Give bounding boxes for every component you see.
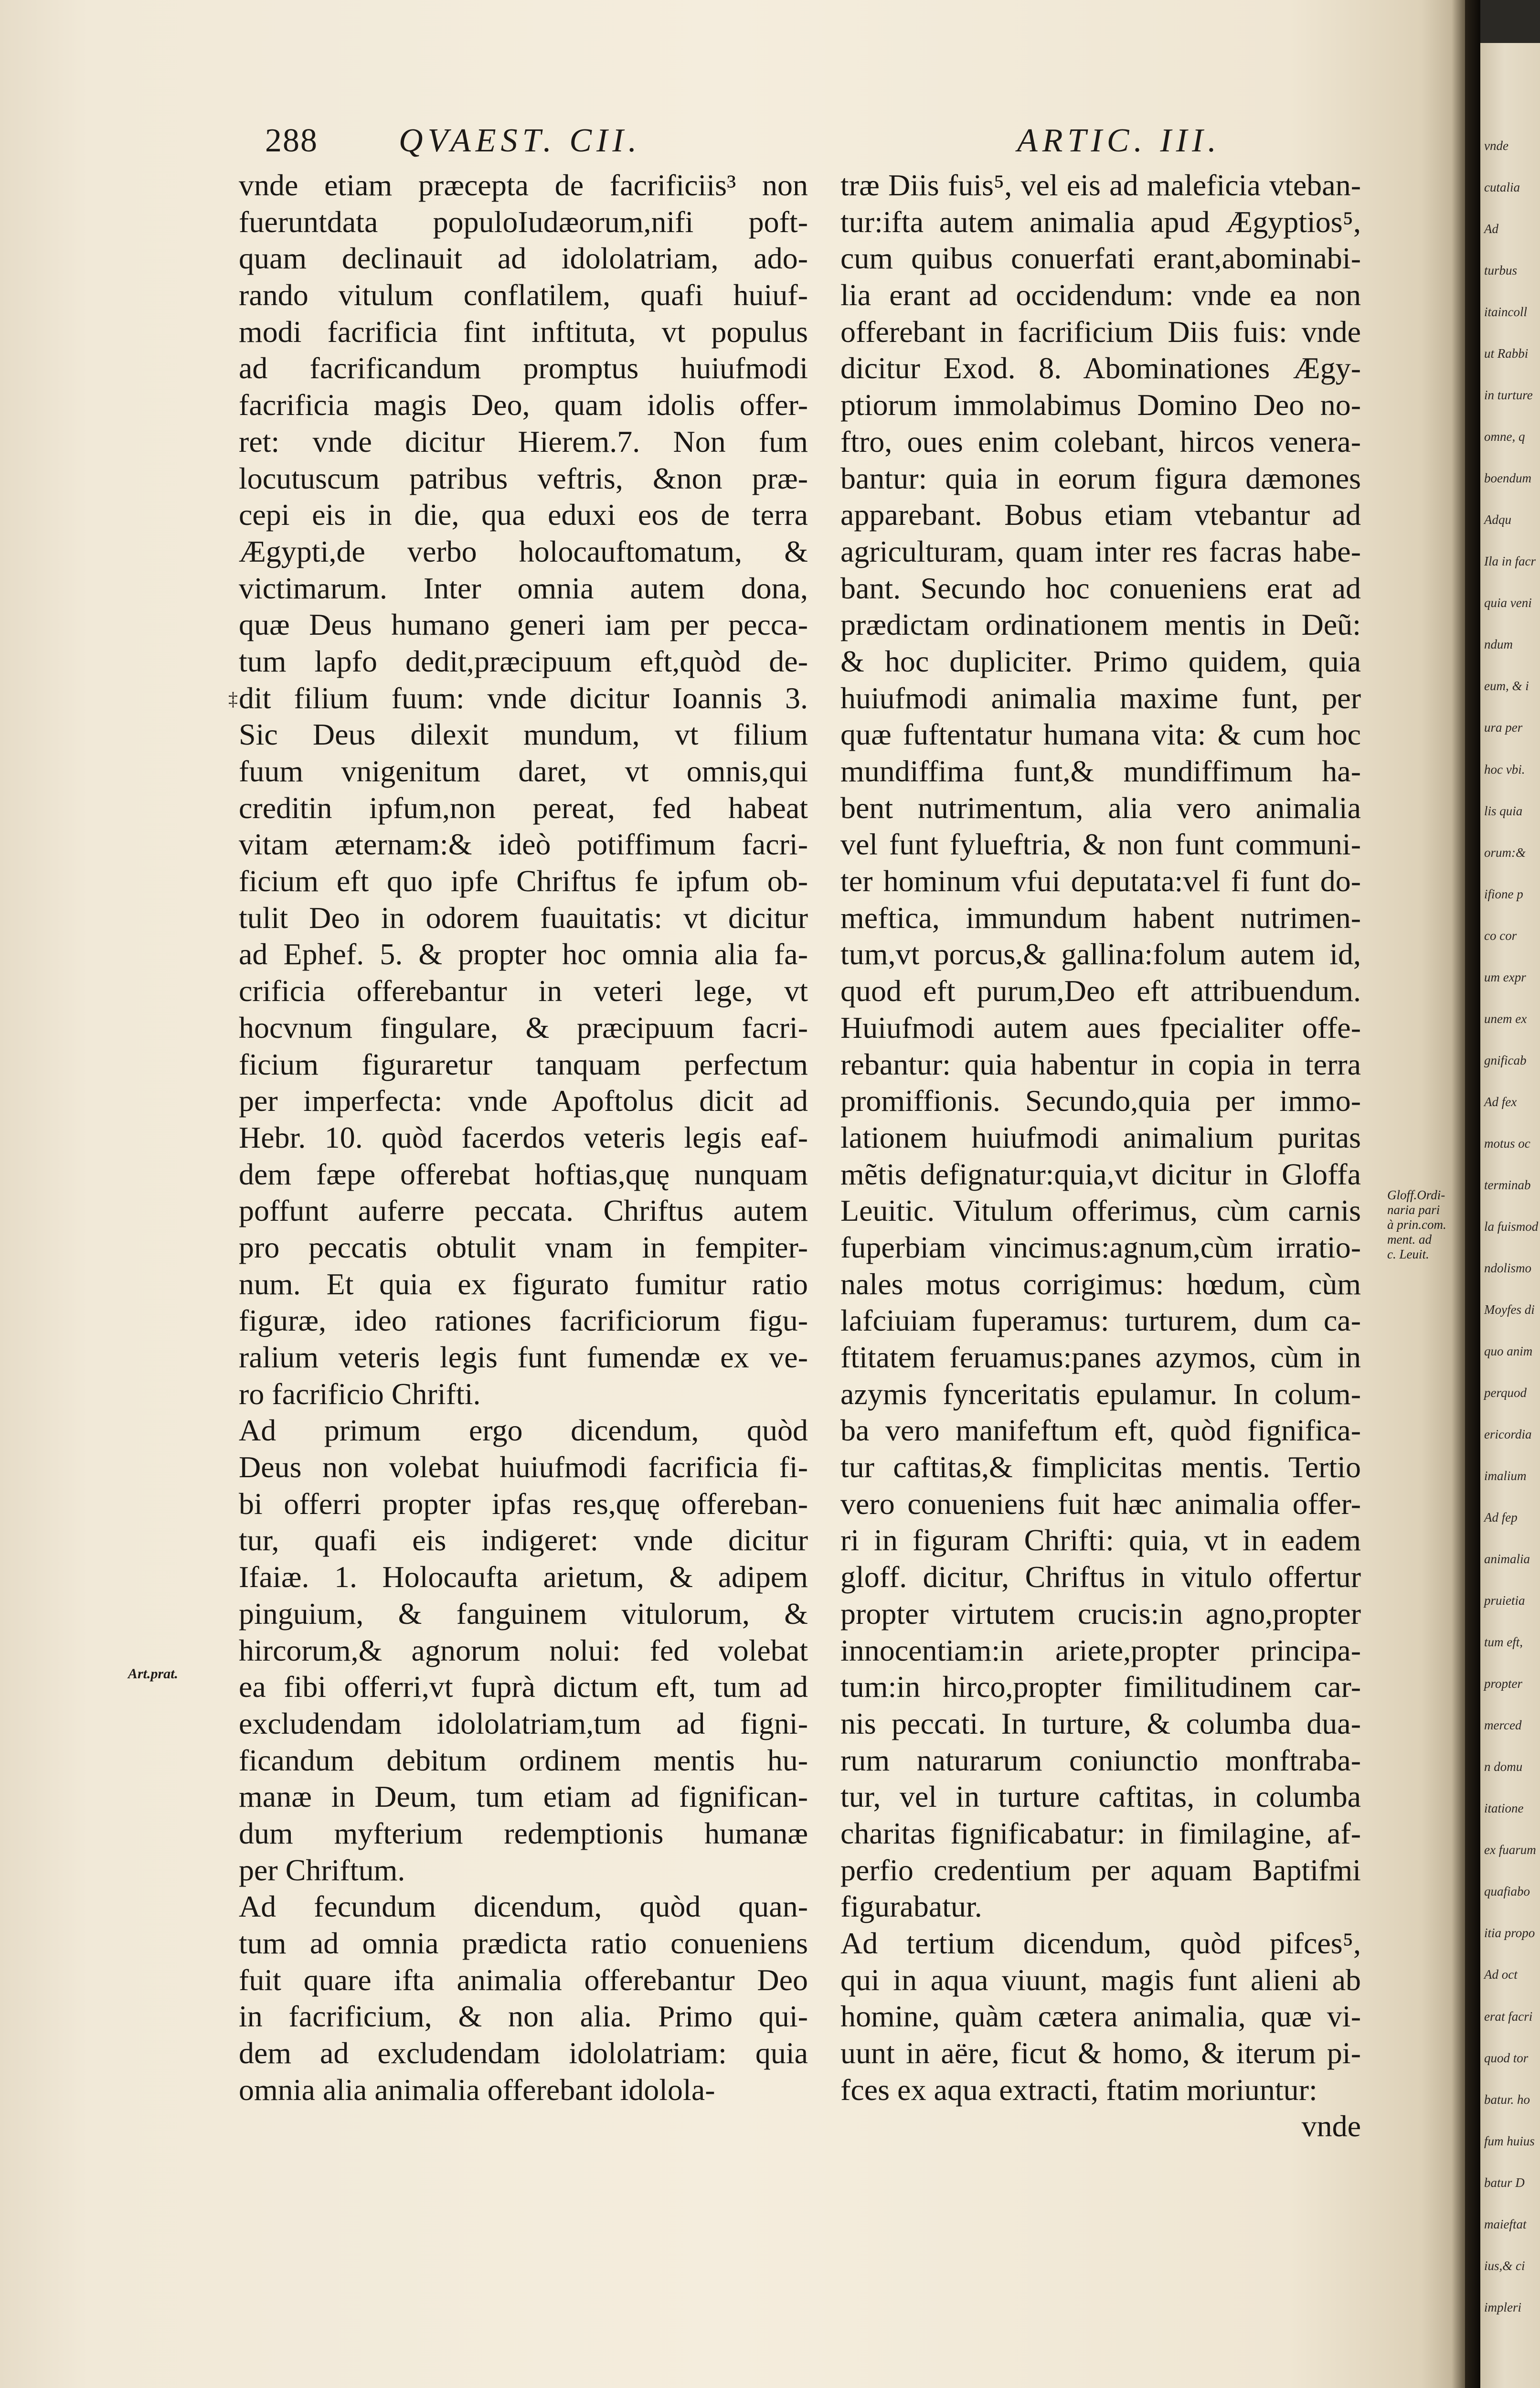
text-line: dem fæpe offerebat hoftias,quę nunquam xyxy=(239,1157,808,1191)
neighbor-page-fragment: in turture xyxy=(1484,388,1533,402)
text-line: mẽtis defignatur:quia,vt dicitur in Gloffa xyxy=(840,1157,1361,1191)
margin-note-gloss xyxy=(1387,1188,1446,1262)
text-line: perfio credentium per aquam Baptifmi xyxy=(840,1853,1361,1887)
text-line: lafciuiam fuperamus: turturem, dum ca- xyxy=(840,1303,1361,1338)
text-line: quæ Deus humano generi iam per pecca- xyxy=(239,608,808,642)
text-column-right xyxy=(840,167,1361,2145)
neighbor-page-fragment: Ad xyxy=(1484,222,1498,236)
text-line: fuit quare ifta animalia offerebantur Deo xyxy=(239,1962,808,1997)
text-line: ret: vnde dicitur Hierem.7. Non fum xyxy=(239,424,808,458)
neighbor-page-fragment: quo anim xyxy=(1484,1344,1533,1358)
neighbor-page-fragment: eum, & i xyxy=(1484,679,1529,693)
text-line: rebantur: quia habentur in copia in terra xyxy=(840,1047,1361,1081)
text-line: pinguium, & fanguinem vitulorum, & xyxy=(239,1596,808,1631)
neighbor-page-fragment: itatione xyxy=(1484,1801,1524,1815)
neighbor-page-fragment: tum eft, xyxy=(1484,1635,1523,1649)
neighbor-page-fragment: Adqu xyxy=(1484,512,1511,527)
text-line: dum myfterium redemptionis humanæ xyxy=(239,1816,808,1850)
text-line: hocvnum fingulare, & præcipuum facri- xyxy=(239,1010,808,1045)
neighbor-page-fragment: maieftat xyxy=(1484,2217,1527,2231)
neighbor-page-fragment: cutalia xyxy=(1484,180,1520,194)
neighbor-page-fragment: ndum xyxy=(1484,637,1513,651)
neighbor-page-fragment: unem ex xyxy=(1484,1012,1527,1026)
text-line: ea fibi offerri,vt fuprà dictum eft, tum ad xyxy=(239,1670,808,1704)
neighbor-page-fragment: imalium xyxy=(1484,1469,1527,1483)
neighbor-page-edge xyxy=(1480,43,1540,2388)
text-line: azymis fynceritatis epulamur. In colum- xyxy=(840,1376,1361,1411)
text-line: dicitur Exod. 8. Abominationes Ægy- xyxy=(840,351,1361,385)
margin-note-line: ment. ad xyxy=(1387,1232,1432,1247)
text-line: promiffionis. Secundo,quia per immo- xyxy=(840,1084,1361,1118)
text-line: fuperbiam vincimus:agnum,cùm irratio- xyxy=(840,1230,1361,1264)
neighbor-page-fragment: orum:& xyxy=(1484,845,1526,860)
text-line: num. Et quia ex figurato fumitur ratio xyxy=(239,1267,808,1301)
neighbor-page-fragment: ura per xyxy=(1484,720,1523,735)
text-line: per imperfecta: vnde Apoftolus dicit ad xyxy=(239,1084,808,1118)
text-line: fuum vnigenitum daret, vt omnis,qui xyxy=(239,754,808,788)
text-line: facrificia magis Deo, quam idolis offer- xyxy=(239,388,808,422)
dagger-mark-icon: ‡ xyxy=(228,688,238,710)
neighbor-page-fragment: impleri xyxy=(1484,2300,1521,2314)
text-line: nis peccati. In turture, & columba dua- xyxy=(840,1706,1361,1740)
text-line: charitas fignificabatur: in fimilagine, af- xyxy=(840,1816,1361,1850)
margin-note-left: Art.prat. xyxy=(128,1666,179,1682)
neighbor-page-fragment: lis quia xyxy=(1484,804,1523,818)
neighbor-page-fragment: ndolismo xyxy=(1484,1261,1532,1275)
text-line: huiufmodi animalia maxime funt, per xyxy=(840,681,1361,715)
text-line: tum lapfo dedit,præcipuum eft,quòd de- xyxy=(239,644,808,678)
neighbor-page-fragment: batur D xyxy=(1484,2175,1525,2190)
text-line: dem ad excludendam idololatriam: quia xyxy=(239,2036,808,2070)
text-line: Ad primum ergo dicendum, quòd xyxy=(239,1413,808,1448)
text-line: rum naturarum coniunctio monftraba- xyxy=(840,1743,1361,1777)
text-line: prædictam ordinationem mentis in Deũ: xyxy=(840,608,1361,642)
text-line: lia erant ad occidendum: vnde ea non xyxy=(840,278,1361,312)
neighbor-page-fragment: terminab xyxy=(1484,1178,1531,1192)
text-line: lationem huiufmodi animalium puritas xyxy=(840,1120,1361,1154)
text-line: tur:ifta autem animalia apud Ægyptios⁵, xyxy=(840,204,1361,239)
text-line: Ifaiæ. 1. Holocaufta arietum, & adipem xyxy=(239,1560,808,1594)
neighbor-page-fragment: ifione p xyxy=(1484,887,1523,901)
text-line: tur caftitas,& fimplicitas mentis. Tertio xyxy=(840,1450,1361,1484)
text-line: homine, quàm cætera animalia, quæ vi- xyxy=(840,1999,1361,2034)
text-line: bi offerri propter ipfas res,quę offereban- xyxy=(239,1486,808,1521)
neighbor-page-fragment: batur. ho xyxy=(1484,2092,1530,2107)
text-line: poffunt auferre peccata. Chriftus autem xyxy=(239,1194,808,1228)
text-line: apparebant. Bobus etiam vtebantur ad xyxy=(840,498,1361,532)
text-line: quæ fuftentatur humana vita: & cum hoc xyxy=(840,717,1361,752)
running-head-left: QVAEST. CII. xyxy=(399,122,642,159)
neighbor-page-fragment: itia propo xyxy=(1484,1926,1535,1940)
text-line: meftica, immundum habent nutrimen- xyxy=(840,900,1361,935)
neighbor-page-fragment: merced xyxy=(1484,1718,1522,1732)
margin-note-line: Gloff.Ordi- xyxy=(1387,1188,1445,1202)
text-line: creditin ipfum,non pereat, fed habeat xyxy=(239,790,808,825)
neighbor-page-fragment: ex fuarum xyxy=(1484,1843,1536,1857)
neighbor-page-fragment: Moyfes di xyxy=(1484,1302,1535,1317)
neighbor-page-fragment: Ila in facr xyxy=(1484,554,1536,568)
neighbor-page-fragment: pruietia xyxy=(1484,1593,1525,1608)
text-line: rando vitulum conflatilem, quafi huiuf- xyxy=(239,278,808,312)
text-line: vnde etiam præcepta de facrificiis³ non xyxy=(239,168,808,202)
neighbor-page-fragment: quia veni xyxy=(1484,596,1532,610)
neighbor-page-fragment: ut Rabbi xyxy=(1484,346,1529,361)
neighbor-page-fragment: propter xyxy=(1484,1676,1522,1691)
text-line: fueruntdata populoIudæorum,nifi poft- xyxy=(239,204,808,239)
text-line: dit filium fuum: vnde dicitur Ioannis 3. xyxy=(239,681,808,715)
page-number: 288 xyxy=(265,122,318,159)
text-line: excludendam idololatriam,tum ad figni- xyxy=(239,1706,808,1740)
text-line: vel funt fylueftria, & non funt communi- xyxy=(840,827,1361,862)
text-line: pro peccatis obtulit vnam in fempiter- xyxy=(239,1230,808,1264)
text-line: ralium veteris legis funt fumendæ ex ve- xyxy=(239,1340,808,1374)
text-line: tur, vel in turture caftitas, in columba xyxy=(840,1780,1361,1814)
text-line: tulit Deo in odorem fuauitatis: vt dicitur xyxy=(239,900,808,935)
text-line: gloff. dicitur, Chriftus in vitulo offertur xyxy=(840,1560,1361,1594)
text-line: bant. Secundo hoc conueniens erat ad xyxy=(840,571,1361,605)
neighbor-page-fragment: omne, q xyxy=(1484,429,1525,444)
text-line: ro facrificio Chrifti. xyxy=(239,1376,481,1411)
text-line: ftitatem feruamus:panes azymos, cùm in xyxy=(840,1340,1361,1374)
text-line: Ægypti,de verbo holocauftomatum, & xyxy=(239,534,808,568)
text-line: agriculturam, quam inter res facras habe- xyxy=(840,534,1361,568)
text-line: ter hominum vfui deputata:vel fi funt do- xyxy=(840,864,1361,898)
neighbor-page-fragment: um expr xyxy=(1484,970,1526,984)
text-line: Huiufmodi autem aues fpecialiter offe- xyxy=(840,1010,1361,1045)
text-line: in facrificium, & non alia. Primo qui- xyxy=(239,1999,808,2034)
text-line: per Chriftum. xyxy=(239,1853,405,1887)
neighbor-page-fragment: turbus xyxy=(1484,263,1518,277)
neighbor-page-fragment: Ad fep xyxy=(1484,1510,1518,1524)
neighbor-page-fragment: quod tor xyxy=(1484,2051,1529,2065)
text-line: ri in figuram Chrifti: quia, vt in eadem xyxy=(840,1523,1361,1557)
text-line: cepi eis in die, qua eduxi eos de terra xyxy=(239,498,808,532)
text-line: ficium figuraretur tanquam perfectum xyxy=(239,1047,808,1081)
neighbor-page-fragment: quafiabo xyxy=(1484,1884,1530,1898)
text-line: omnia alia animalia offerebant idolola- xyxy=(239,2072,715,2107)
neighbor-page-fragment: co cor xyxy=(1484,928,1517,943)
text-line: offerebant in facrificium Diis fuis: vnde xyxy=(840,314,1361,349)
margin-note-line: naria pari xyxy=(1387,1203,1440,1217)
text-line: cum quibus conuerfati erant,abominabi- xyxy=(840,241,1361,276)
text-line: fces ex aqua extracti, ftatim moriuntur: xyxy=(840,2072,1317,2107)
text-line: manæ in Deum, tum etiam ad fignifican- xyxy=(239,1780,808,1814)
neighbor-page-fragment: vnde xyxy=(1484,139,1508,153)
neighbor-page-fragment: erat facri xyxy=(1484,2009,1533,2024)
text-line: træ Diis fuis⁵, vel eis ad maleficia vteban- xyxy=(840,168,1361,202)
text-line: ptiorum immolabimus Domino Deo no- xyxy=(840,388,1361,422)
neighbor-page-fragment: itaincoll xyxy=(1484,305,1527,319)
text-line: quod eft purum,Deo eft attribuendum. xyxy=(840,974,1361,1008)
text-line: Deus non volebat huiufmodi facrificia fi- xyxy=(239,1450,808,1484)
text-line: Ad fecundum dicendum, quòd quan- xyxy=(239,1889,808,1924)
neighbor-page-fragment: n domu xyxy=(1484,1759,1523,1774)
text-line: propter virtutem crucis:in agno,propter xyxy=(840,1596,1361,1631)
text-line: crificia offerebantur in veteri lege, vt xyxy=(239,974,808,1008)
text-line: hircorum,& agnorum nolui: fed volebat xyxy=(239,1633,808,1667)
text-line: bantur: quia in eorum figura dæmones xyxy=(840,461,1361,495)
text-line: bent nutrimentum, alia vero animalia xyxy=(840,790,1361,825)
text-line: modi facrificia fint inftituta, vt populus xyxy=(239,314,808,349)
neighbor-page-fragment: ius,& ci xyxy=(1484,2259,1525,2273)
text-column-left xyxy=(239,167,808,2108)
text-line: Leuitic. Vitulum offerimus, cùm carnis xyxy=(840,1194,1361,1228)
text-line: vitam æternam:& ideò potiffimum facri- xyxy=(239,827,808,862)
margin-note-line: à prin.com. xyxy=(1387,1217,1446,1232)
text-line: figuræ, ideo rationes facrificiorum figu- xyxy=(239,1303,808,1338)
text-line: vero conueniens fuit hæc animalia offer- xyxy=(840,1486,1361,1521)
text-line: ad facrificandum promptus huiufmodi xyxy=(239,351,808,385)
catchword: vnde xyxy=(1301,2109,1361,2143)
neighbor-page-fragment: Ad fex xyxy=(1484,1095,1517,1109)
text-line: Sic Deus dilexit mundum, vt filium xyxy=(239,717,808,752)
neighbor-page-fragment: ericordia xyxy=(1484,1427,1532,1441)
text-line: ad Ephef. 5. & propter hoc omnia alia fa- xyxy=(239,937,808,971)
margin-note-line: c. Leuit. xyxy=(1387,1247,1429,1261)
text-line: & hoc dupliciter. Primo quidem, quia xyxy=(840,644,1361,678)
neighbor-page-fragment: boendum xyxy=(1484,471,1531,485)
text-line: uunt in aëre, ficut & homo, & iterum pi- xyxy=(840,2036,1361,2070)
neighbor-page-fragment: hoc vbi. xyxy=(1484,762,1525,777)
text-line: tum:in hirco,propter fimilitudinem car- xyxy=(840,1670,1361,1704)
text-line: victimarum. Inter omnia autem dona, xyxy=(239,571,808,605)
text-line: mundiffima funt,& mundiffimum ha- xyxy=(840,754,1361,788)
neighbor-page-fragment: gnificab xyxy=(1484,1053,1527,1067)
text-line: ficandum debitum ordinem mentis hu- xyxy=(239,1743,808,1777)
neighbor-page-fragment: Ad oct xyxy=(1484,1967,1518,1982)
text-line: nales motus corrigimus: hœdum, cùm xyxy=(840,1267,1361,1301)
neighbor-page-fragment: fum huius xyxy=(1484,2134,1535,2148)
text-line: tum ad omnia prædicta ratio conueniens xyxy=(239,1926,808,1960)
text-line: Ad tertium dicendum, quòd pifces⁵, xyxy=(840,1926,1361,1960)
neighbor-page-fragment: la fuismod xyxy=(1484,1219,1539,1234)
text-line: tur, quafi eis indigeret: vnde dicitur xyxy=(239,1523,808,1557)
text-line: locutuscum patribus veftris, &non præ- xyxy=(239,461,808,495)
running-head-right: ARTIC. III. xyxy=(1017,122,1221,159)
text-line: ftro, oues enim colebant, hircos venera- xyxy=(840,424,1361,458)
text-line: ficium eft quo ipfe Chriftus fe ipfum ob- xyxy=(239,864,808,898)
text-line: innocentiam:in ariete,propter principa- xyxy=(840,1633,1361,1667)
text-line: quam declinauit ad idololatriam, ado- xyxy=(239,241,808,276)
text-line: Hebr. 10. quòd facerdos veteris legis eaf- xyxy=(239,1120,808,1154)
text-line: figurabatur. xyxy=(840,1889,982,1924)
text-line: ba vero manifeftum eft, quòd fignifica- xyxy=(840,1413,1361,1448)
book-gutter xyxy=(1452,0,1480,2388)
neighbor-page-fragment: motus oc xyxy=(1484,1136,1530,1151)
neighbor-page-fragment: animalia xyxy=(1484,1552,1530,1566)
text-line: qui in aqua viuunt, magis funt alieni ab xyxy=(840,1962,1361,1997)
text-line: tum,vt porcus,& gallina:folum autem id, xyxy=(840,937,1361,971)
neighbor-page-fragment: perquod xyxy=(1484,1386,1527,1400)
